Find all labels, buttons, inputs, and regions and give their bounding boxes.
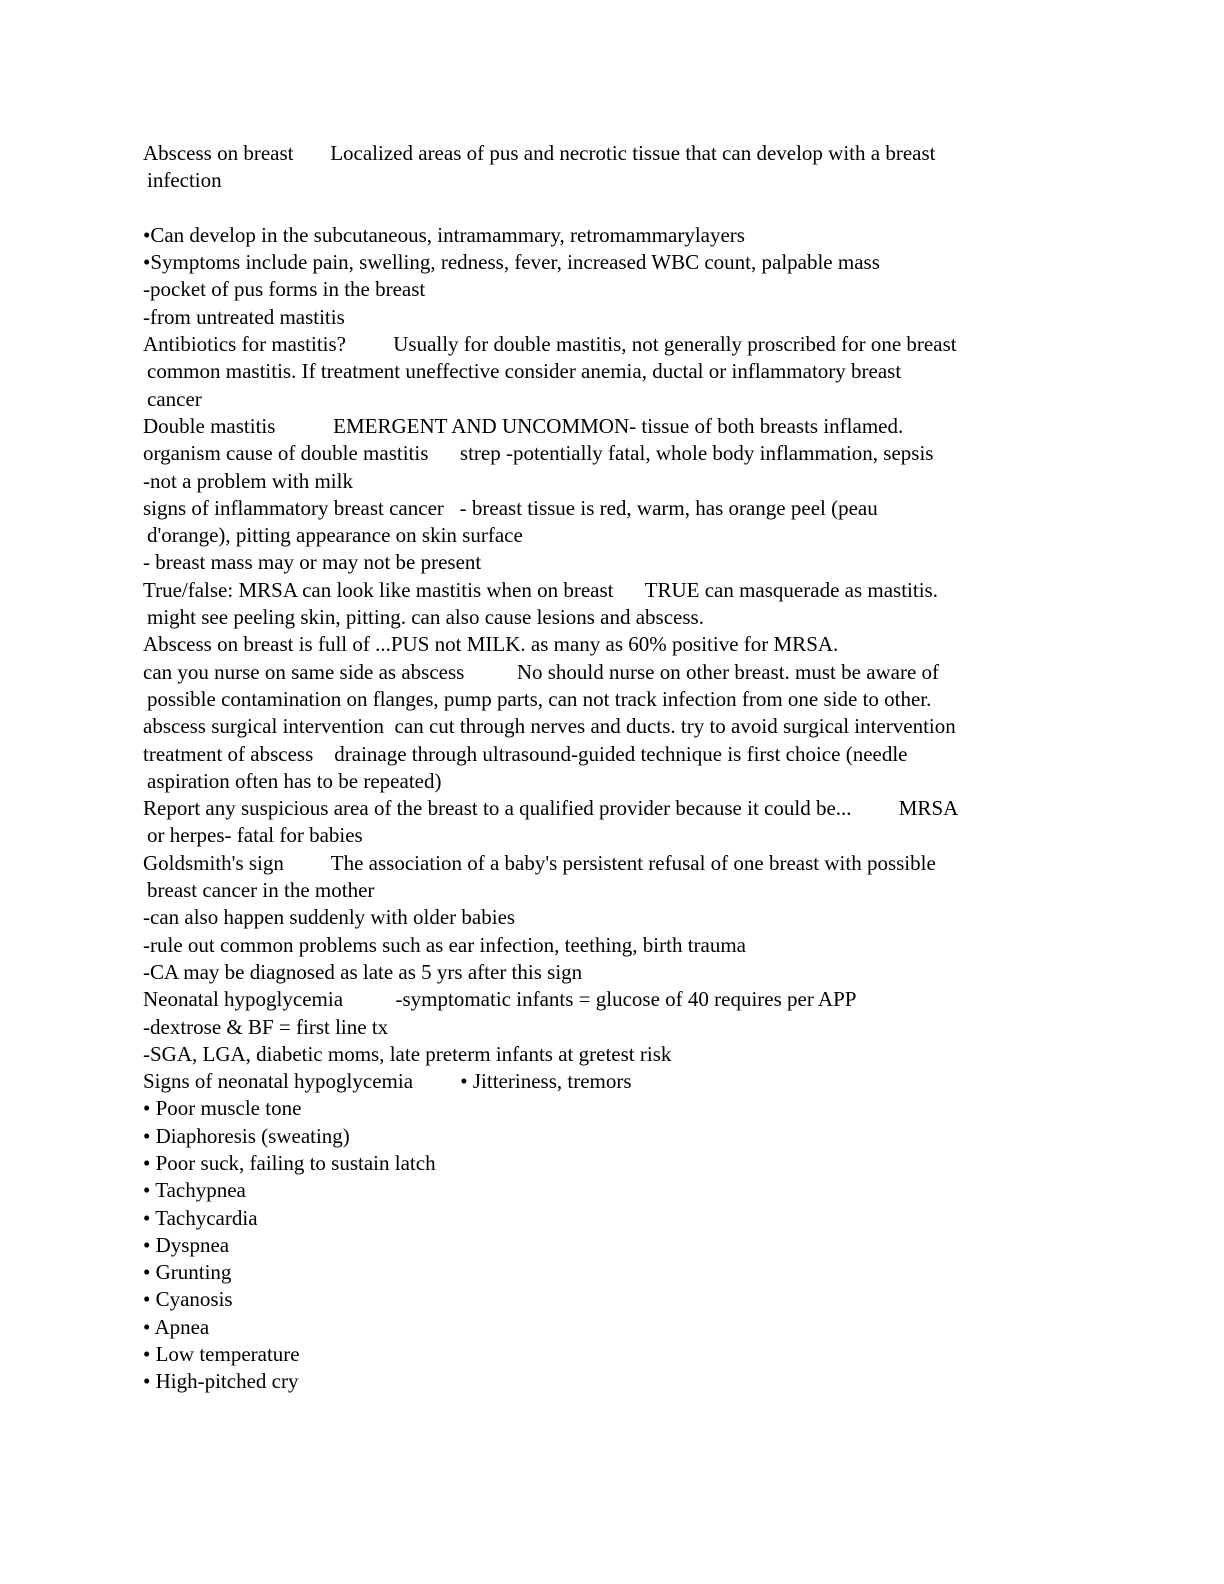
text-line: Neonatal hypoglycemia -symptomatic infants = glucose of 40 requires per APP: [143, 987, 857, 1012]
text-line: can you nurse on same side as abscess No should nurse on other breast. must be aware of: [143, 659, 940, 684]
text-line: d'orange), pitting appearance on skin surface: [147, 523, 523, 548]
text-line: infection: [147, 168, 222, 193]
text-line: possible contamination on flanges, pump parts, can not track infection from one side to other.: [147, 686, 932, 711]
text-line: Abscess on breast Localized areas of pus and necrotic tissue that can develop with a breast: [143, 141, 936, 165]
text-line: organism cause of double mastitis strep -potentially fatal, whole body inflammation, sepsis: [143, 441, 934, 466]
list-item: • Poor suck, failing to sustain latch: [143, 1150, 436, 1175]
text-line: treatment of abscess drainage through ultrasound-guided technique is first choice (needle: [143, 741, 908, 766]
text-line: Antibiotics for mastitis? Usually for double mastitis, not generally proscribed for one breast: [143, 332, 957, 357]
text-line: Report any suspicious area of the breast to a qualified provider because it could be... MRSA: [143, 796, 959, 821]
blank-line: [143, 195, 1083, 222]
text-line: signs of inflammatory breast cancer - breast tissue is red, warm, has orange peel (peau: [143, 495, 878, 520]
document-page: [143, 140, 1083, 1396]
text-line: -rule out common problems such as ear infection, teething, birth trauma: [143, 932, 746, 957]
text-line: common mastitis. If treatment uneffective consider anemia, ductal or inflammatory breast: [147, 359, 902, 384]
text-line: -can also happen suddenly with older babies: [143, 905, 516, 930]
text-line: True/false: MRSA can look like mastitis when on breast TRUE can masquerade as mastitis.: [143, 577, 938, 602]
text-line: aspiration often has to be repeated): [147, 768, 442, 793]
text-line: might see peeling skin, pitting. can also cause lesions and abscess.: [147, 605, 704, 630]
text-line: or herpes- fatal for babies: [147, 823, 363, 848]
text-line: breast cancer in the mother: [147, 878, 375, 903]
text-line: •Symptoms include pain, swelling, redness, fever, increased WBC count, palpable mass: [143, 250, 880, 275]
list-item: • Apnea: [143, 1314, 210, 1339]
text-line: -dextrose & BF = first line tx: [143, 1014, 389, 1039]
list-item: • Dyspnea: [143, 1232, 230, 1257]
text-line: cancer: [147, 386, 202, 411]
list-item: • Poor muscle tone: [143, 1096, 302, 1121]
list-item: • Tachycardia: [143, 1205, 258, 1230]
text-line: -SGA, LGA, diabetic moms, late preterm infants at gretest risk: [143, 1041, 672, 1066]
text-line: - breast mass may or may not be present: [143, 550, 482, 575]
list-item: • Cyanosis: [143, 1287, 233, 1312]
list-item: • Tachypnea: [143, 1178, 246, 1203]
text-line: -from untreated mastitis: [143, 304, 345, 329]
text-line: -not a problem with milk: [143, 468, 353, 493]
text-line: Abscess on breast is full of ...PUS not MILK. as many as 60% positive for MRSA.: [143, 632, 839, 657]
list-item: • High-pitched cry: [143, 1369, 299, 1394]
list-item: • Low temperature: [143, 1342, 300, 1367]
text-line: -pocket of pus forms in the breast: [143, 277, 426, 302]
text-line: abscess surgical intervention can cut through nerves and ducts. try to avoid surgical intervention: [143, 714, 956, 739]
text-line: •Can develop in the subcutaneous, intramammary, retromammarylayers: [143, 222, 745, 247]
text-line: Double mastitis EMERGENT AND UNCOMMON- tissue of both breasts inflamed.: [143, 413, 904, 438]
list-item: • Diaphoresis (sweating): [143, 1123, 350, 1148]
text-line: -CA may be diagnosed as late as 5 yrs after this sign: [143, 959, 583, 984]
text-line: Goldsmith's sign The association of a baby's persistent refusal of one breast with possible: [143, 850, 936, 875]
text-line: Signs of neonatal hypoglycemia • Jitteriness, tremors: [143, 1069, 632, 1094]
list-item: • Grunting: [143, 1260, 232, 1285]
